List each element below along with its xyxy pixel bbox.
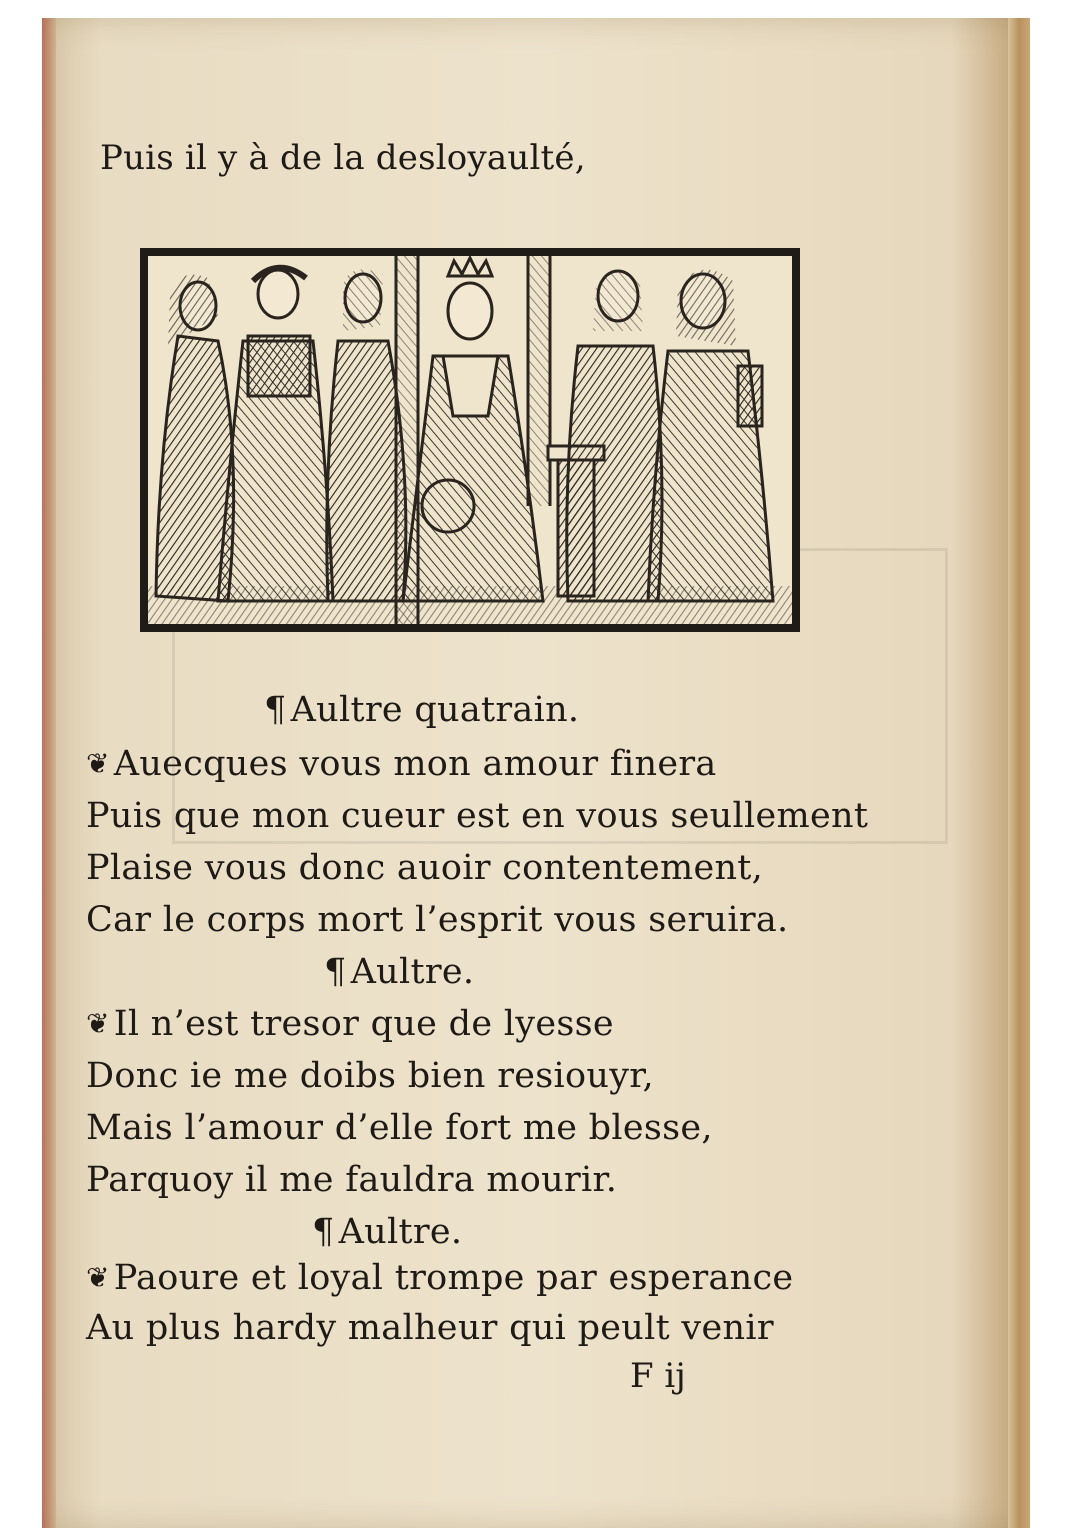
fleuron-icon: ❦ — [86, 1007, 110, 1040]
stanza-heading-text: Aultre. — [338, 1212, 463, 1252]
fleuron-icon: ❦ — [86, 747, 110, 780]
verse-text: Auecques vous mon amour finera — [113, 744, 717, 784]
stanza-heading — [324, 952, 474, 992]
signature-mark: F ij — [630, 1356, 686, 1396]
pilcrow-ornament: ¶ — [312, 1212, 335, 1252]
verse-line — [86, 1258, 793, 1298]
pilcrow-ornament: ¶ — [324, 952, 347, 992]
verse-line: Parquoy il me fauldra mourir. — [86, 1160, 618, 1200]
stanza-heading-text: Aultre. — [350, 952, 475, 992]
pilcrow-ornament: ¶ — [264, 690, 287, 730]
woodcut-illustration — [140, 248, 800, 632]
verse-text: Il n’est tresor que de lyesse — [113, 1004, 614, 1044]
stanza-heading-text: Aultre quatrain. — [290, 690, 580, 730]
woodcut-figures-image — [148, 256, 792, 624]
page-edge — [1008, 18, 1030, 1528]
running-header: Puis il y à de la desloyaulté, — [100, 138, 586, 178]
verse-line — [86, 1004, 614, 1044]
verse-line: Donc ie me doibs bien resiouyr, — [86, 1056, 654, 1096]
stanza-heading — [312, 1212, 462, 1252]
fleuron-icon: ❦ — [86, 1261, 110, 1294]
verse-line: Car le corps mort l’esprit vous seruira. — [86, 900, 789, 940]
book-page — [42, 18, 1030, 1528]
verse-line — [86, 744, 717, 784]
stanza-heading — [264, 690, 579, 730]
verse-line: Au plus hardy malheur qui peult venir — [86, 1308, 774, 1348]
verse-line: Plaise vous donc auoir contentement, — [86, 848, 764, 888]
verse-text: Paoure et loyal trompe par esperance — [113, 1258, 794, 1298]
verse-line: Puis que mon cueur est en vous seullement — [86, 796, 869, 836]
verse-line: Mais l’amour d’elle fort me blesse, — [86, 1108, 713, 1148]
